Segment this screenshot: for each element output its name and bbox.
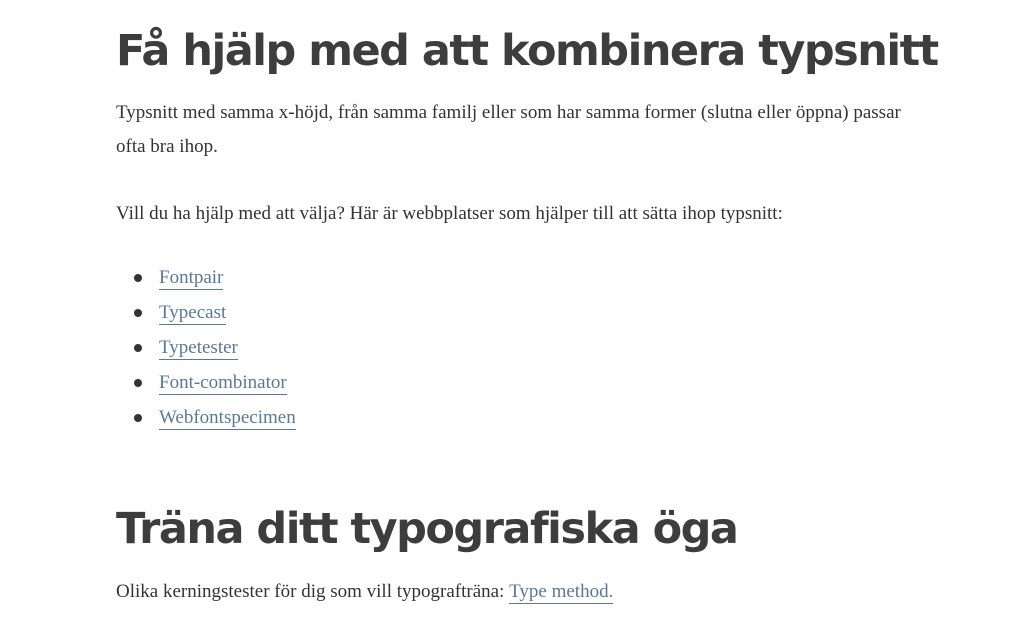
bullet-icon xyxy=(134,344,142,352)
link-typetester[interactable]: Typetester xyxy=(159,337,238,358)
list-item xyxy=(116,331,296,366)
link-font-combinator[interactable]: Font-combinator xyxy=(159,372,287,393)
list-item xyxy=(116,401,296,436)
kerning-text: Olika kerningstester för dig som vill typograftränа: xyxy=(116,581,510,602)
list-item xyxy=(116,296,296,331)
bullet-icon xyxy=(134,309,142,317)
question-paragraph: Vill du ha hjälp med att välja? Här är webbplatser som hjälper till att sätta ihop typsnitt: xyxy=(116,203,783,224)
bullet-icon xyxy=(134,379,142,387)
list-item xyxy=(116,366,296,401)
link-fontpair[interactable]: Fontpair xyxy=(159,267,224,288)
bullet-icon xyxy=(134,274,142,282)
heading-font-pairing: Få hjälp med att kombinera typsnitt xyxy=(116,26,938,76)
font-site-list xyxy=(116,261,296,436)
link-webfontspecimen[interactable]: Webfontspecimen xyxy=(159,407,296,428)
intro-paragraph: Typsnitt med samma x-höjd, från samma familj eller som har samma former (slutna eller öppna) passar ofta bra ihop. xyxy=(116,102,901,157)
link-typecast[interactable]: Typecast xyxy=(159,302,227,323)
link-type-method[interactable]: Type method. xyxy=(509,581,614,602)
list-item xyxy=(116,261,296,296)
kerning-paragraph xyxy=(116,575,906,609)
heading-train-eye: Träna ditt typografiska öga xyxy=(116,504,738,554)
bullet-icon xyxy=(134,414,142,422)
